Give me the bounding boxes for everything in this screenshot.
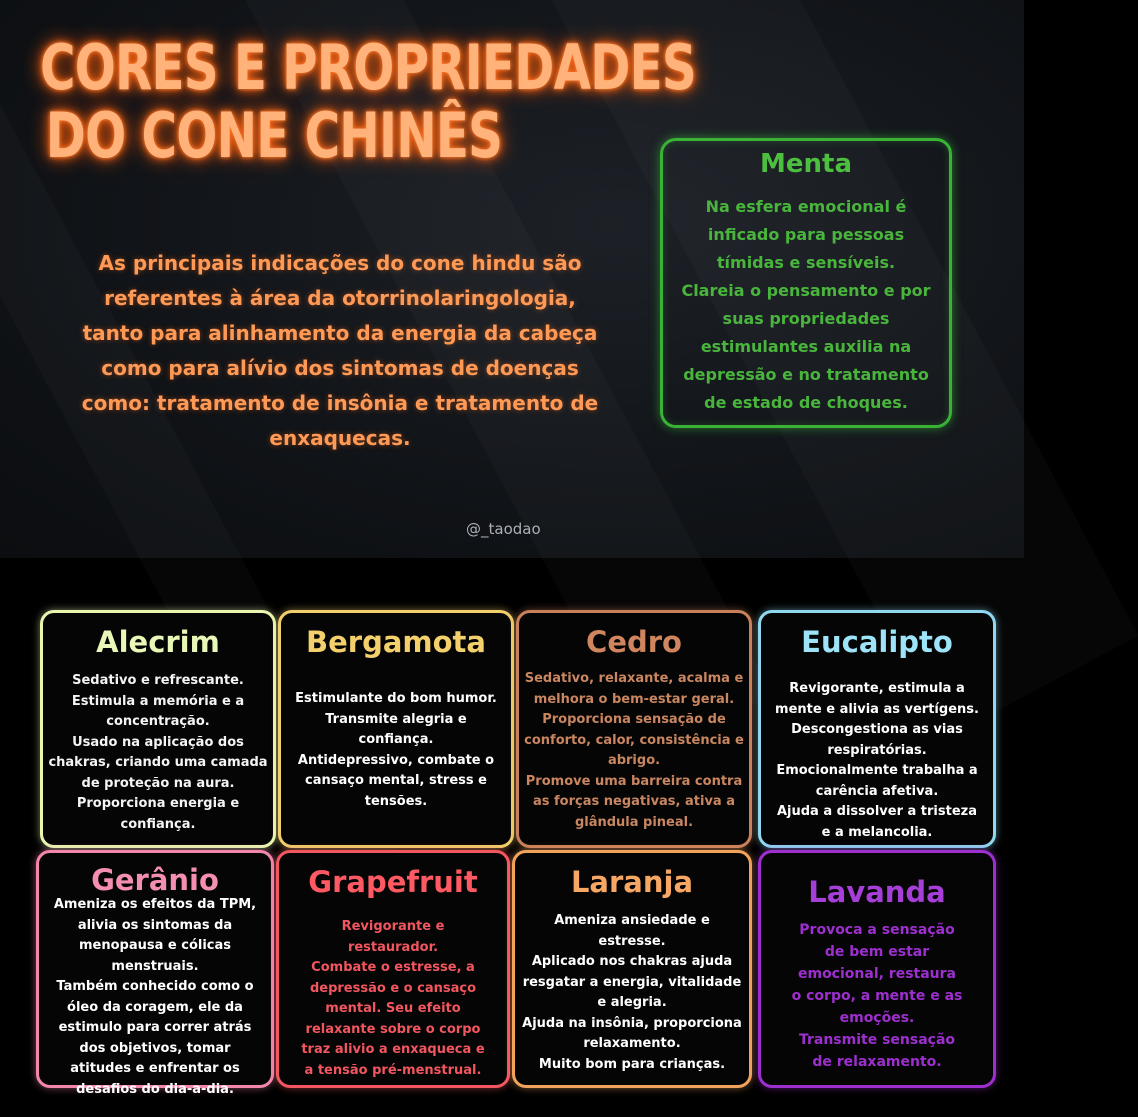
card-text: Provoca a sensação de bem estar emocional, restaura o corpo, a mente e as emoções. Transmite sensação de relaxamento.	[791, 922, 963, 1070]
card-menta	[660, 138, 952, 428]
card-title: Grapefruit	[308, 865, 478, 899]
card-text: Revigorante, estimula a mente e alivia as vertígens. Descongestiona as vias respiratórias. Emocionalmente trabalha a carência afetiva. Ajuda a dissolver a tristeza e a melancolia.	[775, 681, 979, 840]
card-text: Sedativo, relaxante, acalma e melhora o bem-estar geral. Proporciona sensação de conforto, calor, consistência e abrigo. Promove uma barreira contra as forças negativas, ativa a glândula pineal.	[524, 671, 744, 830]
card-menta-text: Na esfera emocional é inficado para pessoas tímidas e sensíveis. Clareia o pensamento e por suas propriedades estimulantes auxilia na depressão e no tratamento de estado de choques.	[681, 197, 931, 412]
title-line-2: DO CONE CHINÊS	[45, 99, 503, 172]
card-title: Bergamota	[306, 625, 486, 659]
card-text: Sedativo e refrescante. Estimula a memória e a concentração. Usado na aplicação dos chakras, criando uma camada de proteção na aura. Proporciona energia e confiança.	[48, 673, 268, 832]
card-alecrim	[40, 610, 276, 848]
card-grapefruit	[276, 850, 510, 1088]
card-menta-title: Menta	[760, 149, 852, 179]
card-laranja	[512, 850, 752, 1088]
card-cedro	[516, 610, 752, 848]
card-geranio	[36, 850, 274, 1097]
card-title: Gerânio	[91, 863, 219, 897]
card-text: Ameniza os efeitos da TPM, alivia os sintomas da menopausa e cólicas menstruais. Também conhecido como o óleo da coragem, ele da estimulo para correr atrás dos objetivos, tomar atitudes e enfrentar os desafios do dia-a-dia.	[53, 897, 257, 1097]
page-title	[40, 31, 696, 172]
card-title: Cedro	[586, 625, 682, 659]
card-title: Eucalipto	[801, 625, 953, 659]
author-handle: @_taodao	[466, 520, 541, 538]
card-lavanda	[758, 850, 996, 1088]
card-text: Revigorante e restaurador. Combate o estresse, a depressão e o cansaço mental. Seu efeito relaxante sobre o corpo traz alivio a enxaqueca e a tensão pré-menstrual.	[301, 919, 485, 1078]
card-title: Laranja	[570, 865, 694, 899]
title-line-1: CORES E PROPRIEDADES	[40, 31, 696, 104]
card-text: Estimulante do bom humor. Transmite alegria e confiança. Antidepressivo, combate o cansaço mental, stress e tensões.	[295, 691, 497, 809]
header-panel	[0, 0, 1024, 558]
card-eucalipto	[758, 610, 996, 848]
card-bergamota	[278, 610, 514, 848]
intro-text: As principais indicações do cone hindu são referentes à área da otorrinolaringologia, tanto para alinhamento da energia da cabeça como para alívio dos sintomas de doenças como: tratamento de insônia e tratamento de enxaquecas.	[81, 251, 599, 450]
card-title: Alecrim	[96, 625, 220, 659]
card-title: Lavanda	[808, 875, 946, 909]
card-text: Ameniza ansiedade e estresse. Aplicado nos chakras ajuda resgatar a energia, vitalidade e alegria. Ajuda na insônia, proporciona relaxamento. Muito bom para crianças.	[522, 913, 742, 1072]
